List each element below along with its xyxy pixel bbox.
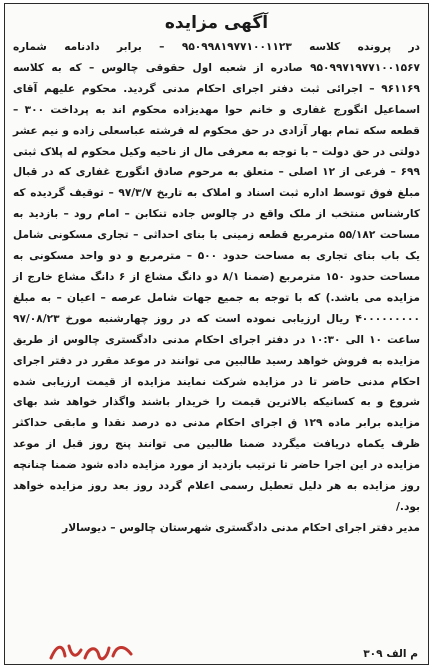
notice-body xyxy=(13,37,420,518)
notice-signature: مدیر دفتر اجرای احکام مدنی دادگستری شهرستان چالوس – دیوسالار xyxy=(62,521,420,534)
notice-frame xyxy=(4,3,429,665)
notice-reference: م الف ۳۰۹ xyxy=(363,648,418,660)
notice-paragraph: در پرونده کلاسه ۹۵۰۹۹۸۱۹۷۷۱۰۰۱۱۲۳ – برابر دادنامه شماره ۹۵۰۹۹۷۱۹۷۷۱۰۰۱۵۶۷ صادره از شعبه اول حقوقی چالوس – که به کلاسه ۹۶۱۱۶۹ – اجرائی ثبت دفتر اجرای احکام مدنی گردید. محکوم علیهم آقای اسماعیل انگورج غفاری و خانم حوا مهدیزاده محکوم اند به پرداخت ۳۰۰ – قطعه سکه تمام بهار آزادی در حق محکوم له فرشته عباسعلی زاده و نیم عشر دولتی در حق دولت – با توجه به معرفی مال از ناحیه وکیل محکوم له پلاک ثبتی ۶۹۹ – فرعی از ۱۲ اصلی – متعلق به مرحوم صادق انگورج غفاری که در قبال مبلغ فوق توسط اداره ثبت اسناد و املاک به تاریخ ۹۷/۳/۷ – توقیف گردیده که کارشناس منتخب از ملک واقع در چالوس جاده تنکابن – امام رود – بازدید به مساحت ۵۵/۱۸۲ مترمربع قطعه زمینی با بنای احداثی – تجاری مسکونی شامل یک باب بنای تجاری به مساحت حدود ۵۰۰ – مترمربع و دو واحد مسکونی به مساحت حدود ۱۵۰ مترمربع (ضمنا ۸/۱ دو دانگ مشاع از ۶ دانگ مشاع خارج از مزایده می باشد.) که با توجه به جمیع جهات شامل عرصه – اعیان – به مبلغ ۴۰۰۰۰۰۰۰۰۰ ریال ارزیابی نموده است که در روز چهارشنبه مورخ ۹۷/۰۸/۲۳ ساعت ۱۰ الی ۱۰:۳۰ در دفتر اجرای احکام مدنی دادگستری چالوس از طریق مزایده به فروش خواهد رسید طالبین می توانند در موعد مقرر در دفتر اجرای احکام مدنی حاضر تا در مزایده شرکت نمایند مزایده از قیمت ارزیابی شده شروع و به کسانیکه بالاترین قیمت را خریدار باشند واگذار خواهد شد بهای مزایده برابر ماده ۱۲۹ ق اجرای احکام مدنی ده درصد نقدا و مابقی حداکثر ظرف یکماه دریافت میگردد ضمنا طالبین می توانند پنج روز قبل از موعد مزایده در این اجرا حاضر تا ترتیب بازدید از مورد مزایده داده شود ضمنا چنانچه روز مزایده به هر دلیل تعطیل رسمی اعلام گردد روز بعد روز مزایده خواهد بود./ xyxy=(13,41,421,513)
handwritten-mark-icon xyxy=(47,638,137,664)
notice-title: آگهی مزایده xyxy=(164,13,269,33)
